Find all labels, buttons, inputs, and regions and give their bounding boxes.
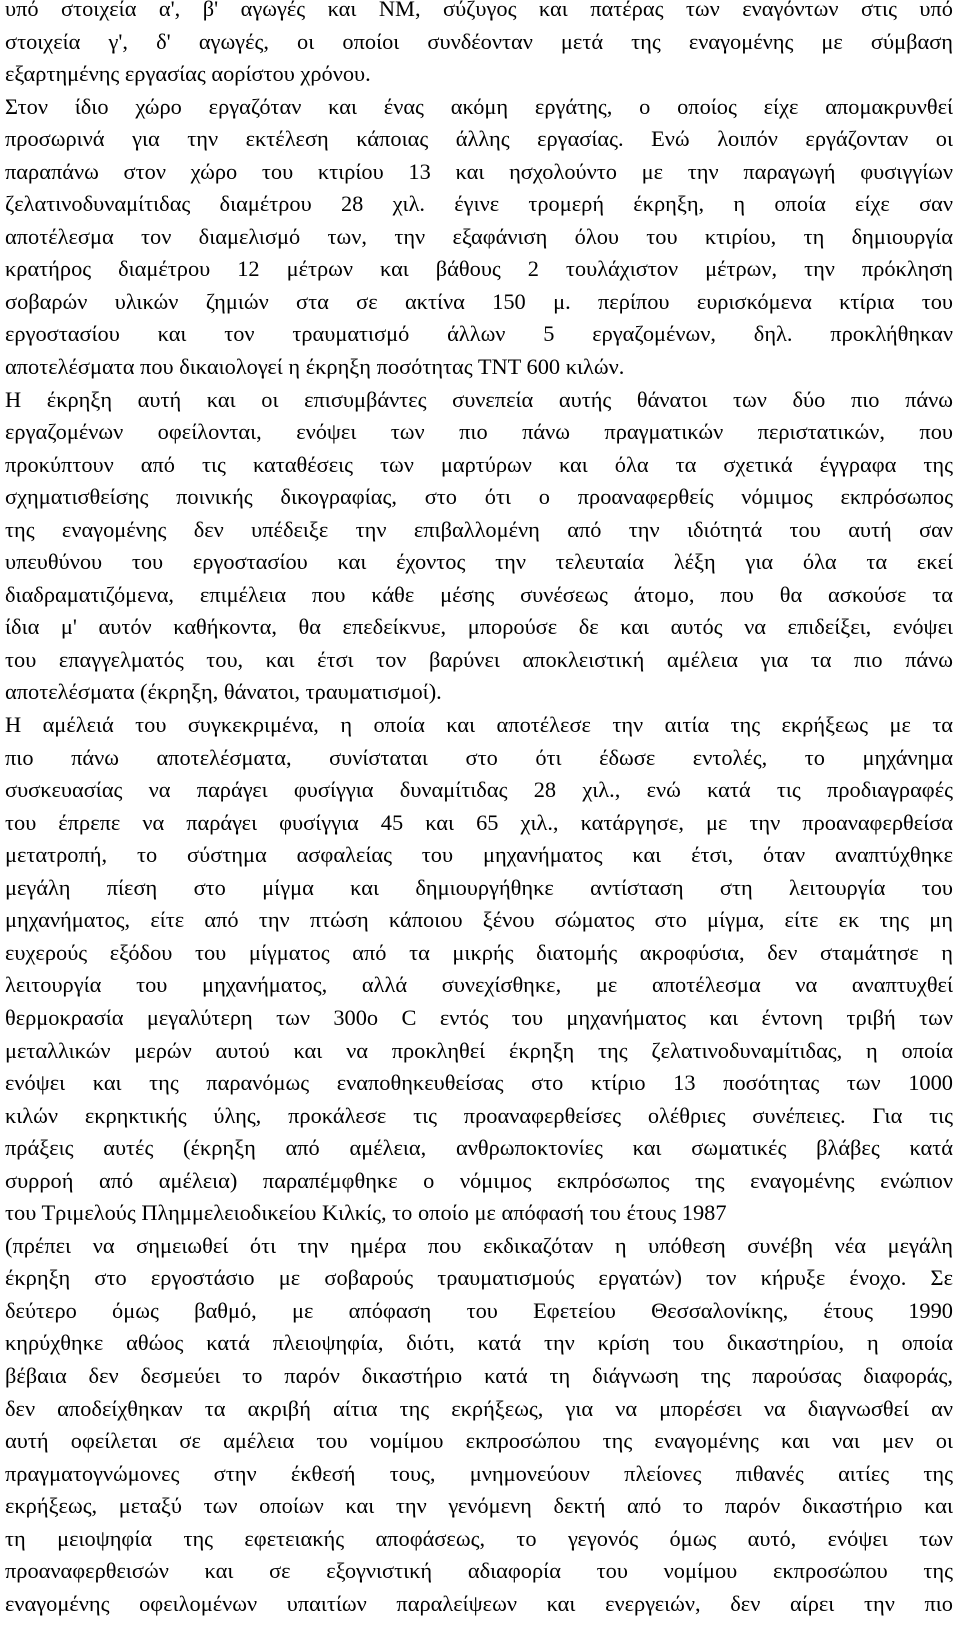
- text-line: εναγομένης οφειλομένων υπαιτίων παραλείψεων και ενεργειών, δεν αίρει την πιο: [5, 1590, 953, 1616]
- text-line: βέβαια δεν δεσμεύει το παρόν δικαστήριο κατά τη διάγνωση της παρούσας διαφοράς,: [5, 1362, 953, 1388]
- text-line: του έπρεπε να παράγει φυσίγγια 45 και 65 χιλ., κατάργησε, με την προαναφερθείσα: [5, 809, 953, 835]
- text-line: λειτουργία του μηχανήματος, αλλά συνεχίσθηκε, με αποτέλεσμα να αναπτυχθεί: [5, 972, 953, 998]
- text-line: πραγματογνώμονες στην έκθεσή τους, μνημονεύουν πλείονες πιθανές αιτίες της: [5, 1460, 953, 1486]
- text-line: αυτή οφείλεται σε αμέλεια του νομίμου εκπροσώπου της εναγομένης και ναι μεν οι: [5, 1428, 953, 1454]
- text-line: δεύτερο όμως βαθμό, με απόφαση του Εφετείου Θεσσαλονίκης, έτους 1990: [5, 1297, 953, 1323]
- text-line: προσωρινά για την εκτέλεση κάποιας άλλης εργασίας. Ενώ λοιπόν εργάζονταν οι: [5, 126, 953, 152]
- text-line: μεγάλη πίεση στο μίγμα και δημιουργήθηκε αντίσταση στη λειτουργία του: [5, 874, 953, 900]
- text-line: Η αμέλειά του συγκεκριμένα, η οποία και αποτέλεσε την αιτία της εκρήξεως με τα: [5, 712, 953, 738]
- text-line: έκρηξη στο εργοστάσιο με σοβαρούς τραυματισμούς εργατών) τον κήρυξε ένοχο. Σε: [5, 1265, 953, 1291]
- text-line: Η έκρηξη αυτή και οι επισυμβάντες συνεπεία αυτής θάνατοι των δύο πιο πάνω: [5, 386, 953, 412]
- text-line: της εναγομένης δεν υπέδειξε την επιβαλλομένη από την ιδιότητά του αυτή σαν: [5, 516, 953, 542]
- text-line: αποτέλεσμα τον διαμελισμό των, την εξαφάνιση όλου του κτιρίου, τη δημιουργία: [5, 223, 953, 249]
- text-line: συρροή από αμέλεια) παραπέμφθηκε ο νόμιμος εκπρόσωπος της εναγομένης ενώπιον: [5, 1167, 953, 1193]
- text-line: μεταλλικών μερών αυτού και να προκληθεί έκρηξη της ζελατινοδυναμίτιδας, η οποία: [5, 1037, 953, 1063]
- text-line: του επαγγελματός του, και έτσι τον βαρύνει αποκλειστική αμέλεια για τα πιο πάνω: [5, 646, 953, 672]
- text-line: πράξεις αυτές (έκρηξη από αμέλεια, ανθρωποκτονίες και σωματικές βλάβες κατά: [5, 1135, 953, 1161]
- text-line: παραπάνω στον χώρο του κτιρίου 13 και ησχολούντο με την παραγωγή φυσιγγίων: [5, 158, 953, 184]
- text-line: διαδραματιζόμενα, επιμέλεια που κάθε μέσης συνέσεως άτομο, που θα ασκούσε τα: [5, 581, 953, 607]
- text-line: στοιχεία γ', δ' αγωγές, οι οποίοι συνδέονταν μετά της εναγομένης με σύμβαση: [5, 28, 953, 54]
- text-line: μετατροπή, το σύστημα ασφαλείας του μηχανήματος και έτσι, όταν αναπτύχθηκε: [5, 842, 953, 868]
- text-line: τη μειοψηφία της εφετειακής αποφάσεως, το γεγονός όμως αυτό, ενόψει των: [5, 1525, 953, 1551]
- text-line: εξαρτημένης εργασίας αορίστου χρόνου.: [5, 61, 371, 87]
- text-line: υπό στοιχεία α', β' αγωγές και ΝΜ, σύζυγος και πατέρας των εναγόντων στις υπό: [5, 0, 953, 21]
- text-line: δεν αποδείχθηκαν τα ακριβή αίτια της εκρήξεως, για να μπορέσει να διαγνωσθεί αν: [5, 1395, 953, 1421]
- text-line: ζελατινοδυναμίτιδας διαμέτρου 28 χιλ. έγινε τρομερή έκρηξη, η οποία είχε σαν: [5, 191, 953, 217]
- text-line: προαναφερθεισών και σε εξογνιστική αδιαφορία του νομίμου εκπροσώπου της: [5, 1558, 953, 1584]
- text-line: κηρύχθηκε αθώος κατά πλειοψηφία, διότι, κατά την κρίση του δικαστηρίου, η οποία: [5, 1330, 953, 1356]
- text-line: μηχανήματος, είτε από την πτώση κάποιου ξένου σώματος στο μίγμα, είτε εκ της μη: [5, 907, 953, 933]
- text-line: του Τριμελούς Πλημμελειοδικείου Κιλκίς, το οποίο με απόφασή του έτους 1987: [5, 1200, 727, 1226]
- text-line: προκύπτουν από τις καταθέσεις των μαρτύρων και όλα τα σχετικά έγγραφα της: [5, 451, 953, 477]
- text-line: σοβαρών υλικών ζημιών στα σε ακτίνα 150 μ. περίπου ευρισκόμενα κτίρια του: [5, 288, 953, 314]
- text-line: πιο πάνω αποτελέσματα, συνίσταται στο ότι έδωσε εντολές, το μηχάνημα: [5, 744, 953, 770]
- text-line: ενόψει και της παρανόμως εναποθηκευθείσας στο κτίριο 13 ποσότητας των 1000: [5, 1070, 953, 1096]
- text-line: εργαζομένων οφείλονται, ενόψει των πιο πάνω πραγματικών περιστατικών, που: [5, 419, 953, 445]
- text-line: υπευθύνου του εργοστασίου και έχοντος την τελευταία λέξη για όλα τα εκεί: [5, 549, 953, 575]
- text-line: αποτελέσματα (έκρηξη, θάνατοι, τραυματισμοί).: [5, 679, 442, 705]
- text-line: Στον ίδιο χώρο εργαζόταν και ένας ακόμη εργάτης, ο οποίος είχε απομακρυνθεί: [5, 93, 953, 119]
- text-line: ευχερούς εξόδου του μίγματος από τα μικρής διατομής ακροφύσια, δεν σταμάτησε η: [5, 939, 953, 965]
- text-line: εκρήξεως, μεταξύ των οποίων και την γενόμενη δεκτή από το παρόν δικαστήριο και: [5, 1493, 953, 1519]
- text-line: ίδια μ' αυτόν καθήκοντα, θα επεδείκνυε, μπορούσε δε και αυτός να επιδείξει, ενόψει: [5, 614, 953, 640]
- text-line: θερμοκρασία μεγαλύτερη των 300ο C εντός του μηχανήματος και έντονη τριβή των: [5, 1004, 953, 1030]
- text-line: αποτελέσματα που δικαιολογεί η έκρηξη ποσότητας ΤΝΤ 600 κιλών.: [5, 354, 625, 380]
- text-line: σχηματισθείσης ποινικής δικογραφίας, στο ότι ο προαναφερθείς νόμιμος εκπρόσωπος: [5, 484, 953, 510]
- text-line: κιλών εκρηκτικής ύλης, προκάλεσε τις προαναφερθείσες ολέθριες συνέπειες. Για τις: [5, 1102, 953, 1128]
- text-line: (πρέπει να σημειωθεί ότι την ημέρα που εκδικαζόταν η υπόθεση συνέβη νέα μεγάλη: [5, 1232, 953, 1258]
- text-line: κρατήρος διαμέτρου 12 μέτρων και βάθους 2 τουλάχιστον μέτρων, την πρόκληση: [5, 256, 953, 282]
- text-line: συσκευασίας να παράγει φυσίγγια δυναμίτιδας 28 χιλ., ενώ κατά τις προδιαγραφές: [5, 777, 953, 803]
- text-line: εργοστασίου και τον τραυματισμό άλλων 5 εργαζομένων, δηλ. προκλήθηκαν: [5, 321, 953, 347]
